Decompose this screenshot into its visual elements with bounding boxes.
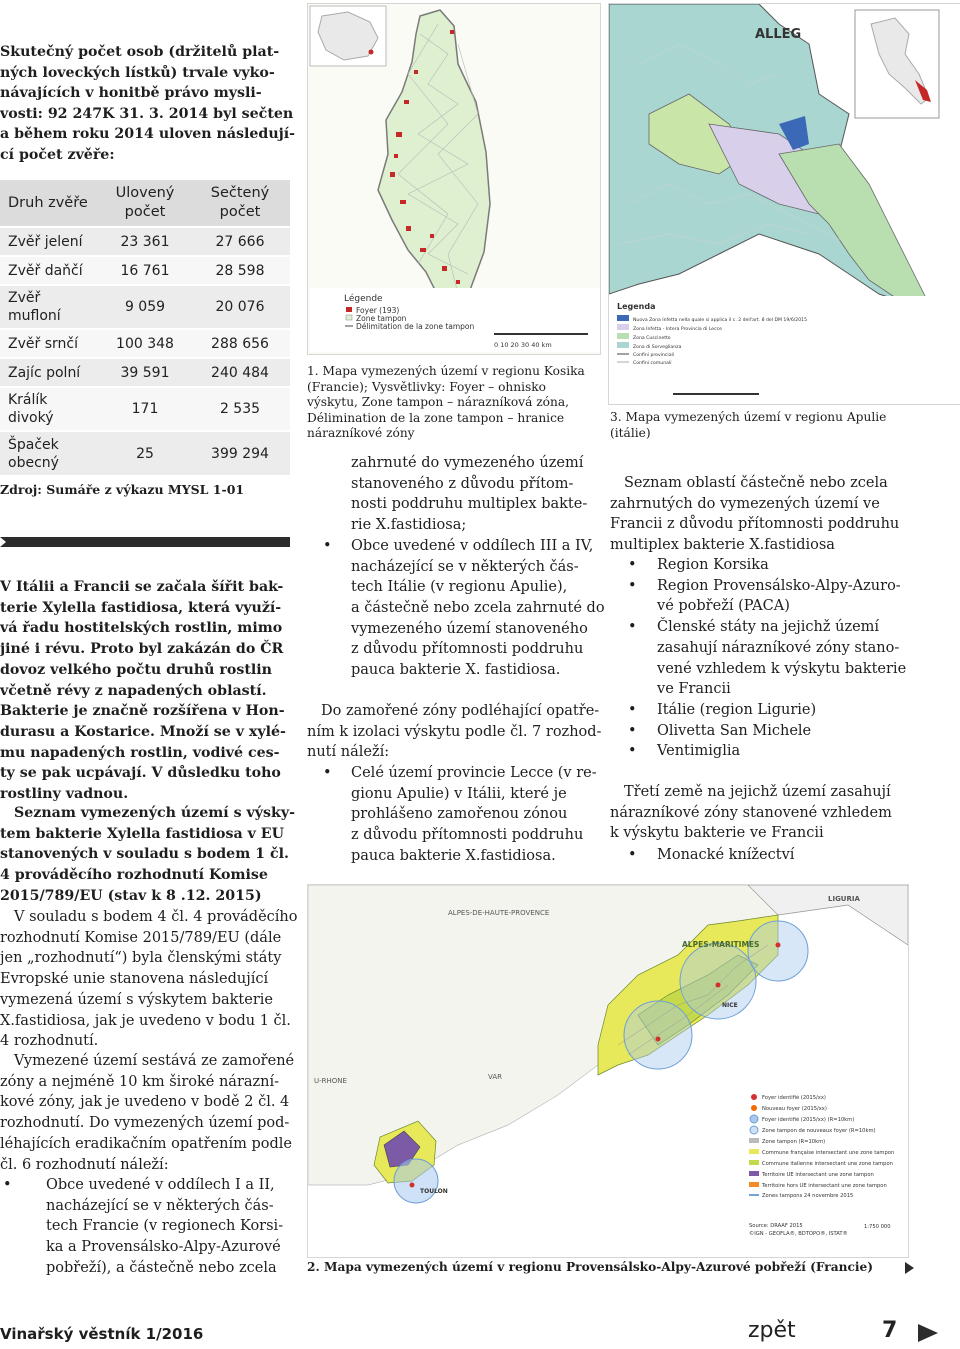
list-item: • Obce uvedené v oddílech I a II, nacházející se v některých čás- tech Francie (v regionech Korsi- ka a Provensálsko-Alpy-Azurové pobřeží), a částečně nebo zcela [0, 1175, 283, 1279]
svg-text:Nuova Zona Infetta nella quale: Nuova Zona Infetta nella quale si applica il c. 2 dell'art. 8 del DM 19/6/2015 [633, 318, 807, 323]
table-source: Zdroj: Sumáře z výkazu MYSL 1-01 [0, 482, 245, 497]
table-row: Zajíc polní 39 591 240 484 [0, 358, 290, 387]
svg-text:Foyer identifié (2015/xx): Foyer identifié (2015/xx) [762, 1095, 826, 1101]
svg-text:TOULON: TOULON [420, 1188, 448, 1195]
svg-text:Commune italienne intersectant: Commune italienne intersectant une zone tampon [762, 1161, 893, 1167]
paragraph-5: Třetí země na jejichž území zasahují nárazníkové zóny stanovené vzhledem k výskytu bakterie ve Francii [610, 784, 892, 842]
map-corsica [307, 3, 601, 355]
list-heading: Seznam vymezených území s výsky- tem bakterie Xylella fastidiosa v EU stanovených v souladu s bodem 1 čl. 4 prováděcího rozhodnutí Komise 2015/789/EU (stav k 8 .12. 2015) [0, 805, 295, 904]
svg-text:NICE: NICE [722, 1002, 738, 1009]
article-lead: V Itálii a Francii se začala šířit bak- terie Xylella fastidiosa, která využí- vá řadu hostitelských rostlin, mimo jiné i révu. Proto byl zakázán do ČR dovoz velkého počtu druhů rostlin včetně révy z napadených oblastí. Bakterie je značně rozšířena v Hon- durasu a Kostarice. Množí se v xylé- mu napadených rostlin, vodivé ces- ty se pak ucpávají. V důsledku toho rostliny vadnou. [0, 579, 286, 803]
list-item: • Itálie (region Ligurie) [625, 700, 906, 721]
svg-text:Foyer identifié (2015/xx) (R=1: Foyer identifié (2015/xx) (R=10km) [762, 1117, 855, 1123]
map-apulia [608, 3, 960, 405]
table-row: Zvěř daňčí 16 761 28 598 [0, 256, 290, 285]
svg-text:Zone tampon de nouveaux foyer: Zone tampon de nouveaux foyer (R=10km) [762, 1128, 876, 1134]
svg-text:0 10 20 30 40 km: 0 10 20 30 40 km [494, 341, 552, 349]
section-divider [0, 537, 290, 547]
svg-text:Nouveau foyer (2015/xx): Nouveau foyer (2015/xx) [762, 1106, 827, 1112]
svg-text:Source: DRAAF 2015: Source: DRAAF 2015 [749, 1223, 803, 1229]
page-arrow-icon[interactable] [918, 1324, 938, 1342]
list-item: • Region Provensálsko-Alpy-Azuro- vé pobřeží (PACA) [625, 576, 906, 617]
table-row: Zvěř jelení 23 361 27 666 [0, 227, 290, 256]
caption-map-2: 2. Mapa vymezených území v regionu Provensálsko-Alpy-Azurové pobřeží (Francie) [307, 1260, 874, 1274]
svg-text:Zona Cuscinetto: Zona Cuscinetto [633, 336, 671, 341]
header-counted: Sečtený počet [190, 180, 290, 227]
svg-text:LIGURIA: LIGURIA [828, 895, 860, 903]
header-species: Druh zvěře [0, 180, 100, 227]
table-header-row [0, 180, 290, 227]
intro-paragraph: Skutečný počet osob (držitelů plat- ných loveckých lístků) trvale vyko- návajících v honitbě právo mysli- vosti: 92 247K 31. 3. 2014 byl sečten a během roku 2014 uloven následují- cí počet zvěře: [0, 44, 296, 163]
table-row: Zvěř mufloní 9 059 20 076 [0, 285, 290, 329]
svg-text:ALLEG: ALLEG [755, 27, 802, 42]
svg-text:ALPES-MARITIMES: ALPES-MARITIMES [682, 940, 760, 949]
paragraph-3: Do zamořené zóny podléhající opatře- ním k izolaci výskytu podle čl. 7 rozhod- nutí náleží: [307, 703, 602, 761]
svg-text:Zone tampon (R=10km): Zone tampon (R=10km) [762, 1139, 826, 1145]
svg-text:VAR: VAR [488, 1073, 502, 1081]
back-link[interactable]: zpět [748, 1318, 796, 1343]
journal-name: Vinařský věstník 1/2016 [0, 1325, 204, 1343]
hunting-table [0, 180, 290, 475]
paragraph-2: Vymezené území sestává ze zamořené zóny a nejméně 10 km široké nárazní- kové zóny, jak je uvedeno v bodě 2 čl. 4 rozhodnutí. Do vymezených území pod- léhajících eradikačním opatřením podle čl. 6 rozhodnutí náleží: [0, 1053, 295, 1173]
svg-text:©IGN - GEOFLA®, BDTOPO®, ISTAT: ©IGN - GEOFLA®, BDTOPO®, ISTAT® [749, 1231, 848, 1237]
map-legend-title: Légende [344, 294, 383, 304]
svg-text:Zona di Sorveglianza: Zona di Sorveglianza [633, 345, 682, 350]
list-item: • Olivetta San Michele [625, 721, 906, 742]
list-france [625, 555, 906, 762]
page-number: 7 [882, 1318, 898, 1343]
next-arrow-icon[interactable] [905, 1262, 914, 1274]
svg-text:Confini comunali: Confini comunali [633, 361, 672, 366]
table-row: Zvěř srnčí 100 348 288 656 [0, 329, 290, 358]
table-row: Špaček obecný 25 399 294 [0, 431, 290, 475]
list-item: • Členské státy na jejichž území zasahují nárazníkové zóny stano- vené vzhledem k výskytu bakterie ve Francii [625, 617, 906, 700]
list-item: • Monacké knížectví [625, 845, 794, 866]
svg-text:U-RHONE: U-RHONE [314, 1077, 347, 1085]
svg-text:Zona Infetta - Intera Provinci: Zona Infetta - Intera Provincia di Lecce [633, 327, 723, 332]
svg-text:ALPES-DE-HAUTE-PROVENCE: ALPES-DE-HAUTE-PROVENCE [448, 909, 550, 917]
caption-map-3: 3. Mapa vymezených území v regionu Apulie (itálie) [610, 410, 887, 440]
list-item: • Ventimiglia [625, 741, 906, 762]
header-caught: Ulovený počet [100, 180, 190, 227]
paragraph-4: Seznam oblastí částečně nebo zcela zahrnutých do vymezených území ve Francii z důvodu přítomnosti poddruhu multiplex bakterie X.fastidiosa [610, 475, 900, 554]
svg-text:Délimitation de la zone tampon: Délimitation de la zone tampon [356, 322, 475, 331]
svg-text:Zone tampon: Zone tampon [356, 314, 407, 323]
svg-text:Territoire UE intersectant une: Territoire UE intersectant une zone tampon [762, 1172, 874, 1178]
table-row: Králík divoký 171 2 535 [0, 387, 290, 431]
svg-text:Territoire hors UE intersectan: Territoire hors UE intersectant une zone tampon [762, 1183, 887, 1189]
svg-text:Commune française intersectant: Commune française intersectant une zone tampon [762, 1150, 895, 1156]
svg-text:Legenda: Legenda [617, 302, 656, 311]
caption-map-1: 1. Mapa vymezených území v regionu Kosika (Francie); Vysvětlivky: Foyer – ohnisko výskytu, Zone tampon – nárazníková zóna, Délimination de la zone tampon – hranice nárazníkové zóny [307, 364, 585, 440]
paragraph-1: V souladu s bodem 4 čl. 4 prováděcího rozhodnutí Komise 2015/789/EU (dále jen „rozhodnutí“) byla členskými státy Evropské unie stanovena následující vymezená území s výskytem bakterie X.fastidiosa, jak je uvedeno v bodu 1 čl. 4 rozhodnutí. [0, 909, 298, 1050]
divider-arrow-icon [0, 537, 6, 547]
svg-text:Zones tampons 24 novembre 2015: Zones tampons 24 novembre 2015 [762, 1193, 854, 1199]
svg-text:1:750 000: 1:750 000 [864, 1224, 891, 1230]
svg-text:Foyer (193): Foyer (193) [356, 306, 400, 315]
list-item: • Region Korsika [625, 555, 906, 576]
list-item: • Celé území provincie Lecce (v re- gionu Apulie) v Itálii, které je prohlášeno zamořenou zónou z důvodu přítomnosti poddruhu pauca bakterie X.fastidiosa. [320, 763, 597, 867]
svg-text:Confini provinciali: Confini provinciali [633, 353, 675, 358]
list-item: zahrnuté do vymezeného území stanoveného z důvodu přítom- nosti poddruhu multiplex bakte- rie X.fastidiosa; • Obce uvedené v oddílech III a IV, nacházející se v některých čás- tech Itálie (v regionu Apulie), a částečně nebo zcela zahrnuté do vymezeného území stanoveného z důvodu přítomnosti poddruhu pauca bakterie X. fastidiosa. [320, 453, 605, 681]
map-paca [307, 884, 909, 1258]
